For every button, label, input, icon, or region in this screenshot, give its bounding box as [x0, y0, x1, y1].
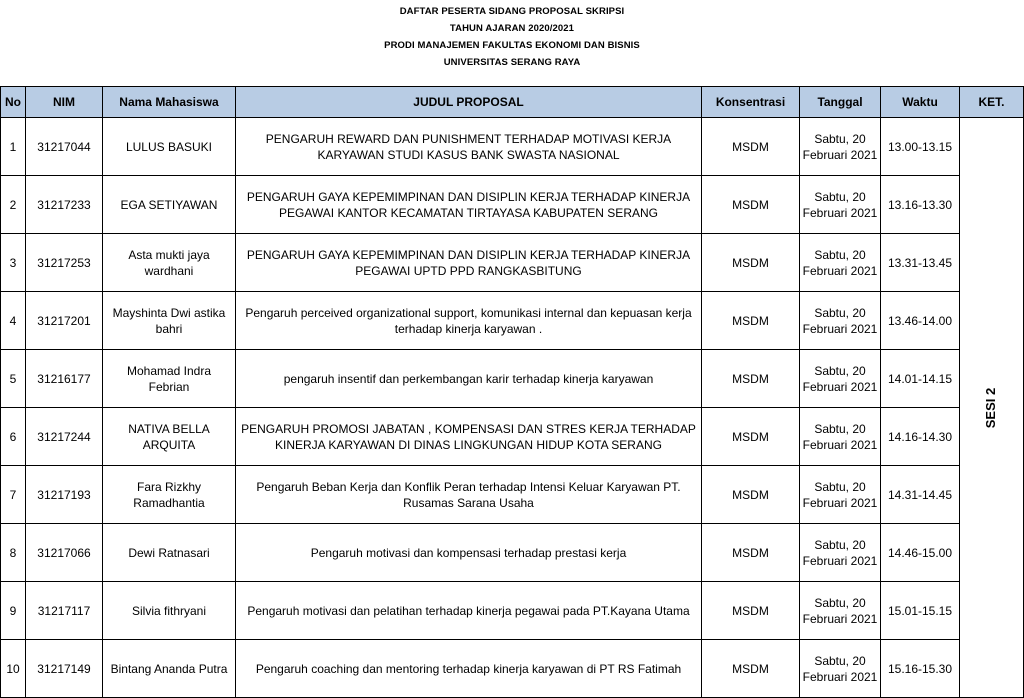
cell-tanggal: Sabtu, 20 Februari 2021 — [800, 292, 881, 350]
table-row — [1, 176, 1024, 234]
cell-nama: Asta mukti jaya wardhani — [103, 234, 236, 292]
cell-nim: 31216177 — [26, 350, 103, 408]
cell-judul: pengaruh insentif dan perkembangan karir terhadap kinerja karyawan — [236, 350, 702, 408]
cell-nim: 31217117 — [26, 582, 103, 640]
col-header-no: No — [1, 87, 26, 118]
cell-nim: 31217201 — [26, 292, 103, 350]
cell-waktu: 14.01-14.15 — [881, 350, 960, 408]
cell-judul: PENGARUH GAYA KEPEMIMPINAN DAN DISIPLIN KERJA TERHADAP KINERJA PEGAWAI KANTOR KECAMATAN TIRTAYASA KABUPATEN SERANG — [236, 176, 702, 234]
cell-waktu: 14.16-14.30 — [881, 408, 960, 466]
col-header-tanggal: Tanggal — [800, 87, 881, 118]
cell-konsentrasi: MSDM — [702, 292, 800, 350]
cell-waktu: 13.46-14.00 — [881, 292, 960, 350]
cell-nim: 31217066 — [26, 524, 103, 582]
cell-nama: Mohamad Indra Febrian — [103, 350, 236, 408]
header-university: UNIVERSITAS SERANG RAYA — [443, 57, 581, 68]
cell-waktu: 14.31-14.45 — [881, 466, 960, 524]
table-row — [1, 408, 1024, 466]
cell-no: 4 — [1, 292, 26, 350]
cell-nim: 31217244 — [26, 408, 103, 466]
cell-no: 3 — [1, 234, 26, 292]
cell-konsentrasi: MSDM — [702, 350, 800, 408]
table-row — [1, 350, 1024, 408]
participants-table — [0, 86, 1024, 698]
cell-nama: NATIVA BELLA ARQUITA — [103, 408, 236, 466]
cell-konsentrasi: MSDM — [702, 524, 800, 582]
cell-judul: PENGARUH GAYA KEPEMIMPINAN DAN DISIPLIN KERJA TERHADAP KINERJA PEGAWAI UPTD PPD RANGKASBITUNG — [236, 234, 702, 292]
cell-nim: 31217233 — [26, 176, 103, 234]
cell-no: 5 — [1, 350, 26, 408]
col-header-nama: Nama Mahasiswa — [103, 87, 236, 118]
cell-konsentrasi: MSDM — [702, 466, 800, 524]
cell-nama: EGA SETIYAWAN — [103, 176, 236, 234]
cell-waktu: 15.16-15.30 — [881, 640, 960, 698]
cell-waktu: 14.46-15.00 — [881, 524, 960, 582]
cell-tanggal: Sabtu, 20 Februari 2021 — [800, 524, 881, 582]
document-header — [0, 0, 1024, 86]
cell-no: 10 — [1, 640, 26, 698]
cell-konsentrasi: MSDM — [702, 118, 800, 176]
cell-no: 9 — [1, 582, 26, 640]
col-header-judul: JUDUL PROPOSAL — [236, 87, 702, 118]
col-header-nim: NIM — [26, 87, 103, 118]
cell-judul: PENGARUH PROMOSI JABATAN , KOMPENSASI DAN STRES KERJA TERHADAP KINERJA KARYAWAN DI DINAS LINGKUNGAN HIDUP KOTA SERANG — [236, 408, 702, 466]
cell-judul: Pengaruh motivasi dan pelatihan terhadap kinerja pegawai pada PT.Kayana Utama — [236, 582, 702, 640]
table-header-row — [1, 87, 1024, 118]
ket-session-label: SESI 2 — [983, 387, 999, 428]
cell-judul: Pengaruh motivasi dan kompensasi terhadap prestasi kerja — [236, 524, 702, 582]
col-header-konsentrasi: Konsentrasi — [702, 87, 800, 118]
cell-nim: 31217044 — [26, 118, 103, 176]
cell-no: 7 — [1, 466, 26, 524]
table-row — [1, 640, 1024, 698]
cell-ket — [960, 118, 1024, 698]
cell-waktu: 13.31-13.45 — [881, 234, 960, 292]
cell-konsentrasi: MSDM — [702, 408, 800, 466]
cell-nim: 31217253 — [26, 234, 103, 292]
header-program: PRODI MANAJEMEN FAKULTAS EKONOMI DAN BISNIS — [384, 40, 640, 51]
cell-tanggal: Sabtu, 20 Februari 2021 — [800, 582, 881, 640]
cell-nama: Mayshinta Dwi astika bahri — [103, 292, 236, 350]
cell-no: 8 — [1, 524, 26, 582]
cell-tanggal: Sabtu, 20 Februari 2021 — [800, 176, 881, 234]
table-row — [1, 582, 1024, 640]
cell-tanggal: Sabtu, 20 Februari 2021 — [800, 118, 881, 176]
cell-waktu: 13.16-13.30 — [881, 176, 960, 234]
header-title: DAFTAR PESERTA SIDANG PROPOSAL SKRIPSI — [399, 6, 625, 17]
table-body — [1, 118, 1024, 698]
cell-judul: Pengaruh Beban Kerja dan Konflik Peran terhadap Intensi Keluar Karyawan PT. Rusamas Sarana Usaha — [236, 466, 702, 524]
cell-konsentrasi: MSDM — [702, 582, 800, 640]
cell-konsentrasi: MSDM — [702, 234, 800, 292]
cell-nama: Bintang Ananda Putra — [103, 640, 236, 698]
cell-konsentrasi: MSDM — [702, 640, 800, 698]
cell-waktu: 13.00-13.15 — [881, 118, 960, 176]
cell-tanggal: Sabtu, 20 Februari 2021 — [800, 640, 881, 698]
cell-konsentrasi: MSDM — [702, 176, 800, 234]
col-header-waktu: Waktu — [881, 87, 960, 118]
cell-nama: Dewi Ratnasari — [103, 524, 236, 582]
cell-no: 6 — [1, 408, 26, 466]
cell-tanggal: Sabtu, 20 Februari 2021 — [800, 466, 881, 524]
cell-judul: PENGARUH REWARD DAN PUNISHMENT TERHADAP MOTIVASI KERJA KARYAWAN STUDI KASUS BANK SWASTA NASIONAL — [236, 118, 702, 176]
cell-tanggal: Sabtu, 20 Februari 2021 — [800, 234, 881, 292]
cell-waktu: 15.01-15.15 — [881, 582, 960, 640]
cell-judul: Pengaruh coaching dan mentoring terhadap kinerja karyawan di PT RS Fatimah — [236, 640, 702, 698]
cell-tanggal: Sabtu, 20 Februari 2021 — [800, 408, 881, 466]
table-row — [1, 466, 1024, 524]
cell-judul: Pengaruh perceived organizational support, komunikasi internal dan kepuasan kerja terhadap kinerja karyawan . — [236, 292, 702, 350]
cell-no: 2 — [1, 176, 26, 234]
cell-no: 1 — [1, 118, 26, 176]
cell-tanggal: Sabtu, 20 Februari 2021 — [800, 350, 881, 408]
table-row — [1, 524, 1024, 582]
cell-nama: Fara Rizkhy Ramadhantia — [103, 466, 236, 524]
cell-nim: 31217193 — [26, 466, 103, 524]
cell-nim: 31217149 — [26, 640, 103, 698]
table-row — [1, 118, 1024, 176]
cell-nama: LULUS BASUKI — [103, 118, 236, 176]
table-row — [1, 292, 1024, 350]
col-header-ket: KET. — [960, 87, 1024, 118]
cell-nama: Silvia fithryani — [103, 582, 236, 640]
table-row — [1, 234, 1024, 292]
header-year: TAHUN AJARAN 2020/2021 — [449, 23, 575, 34]
